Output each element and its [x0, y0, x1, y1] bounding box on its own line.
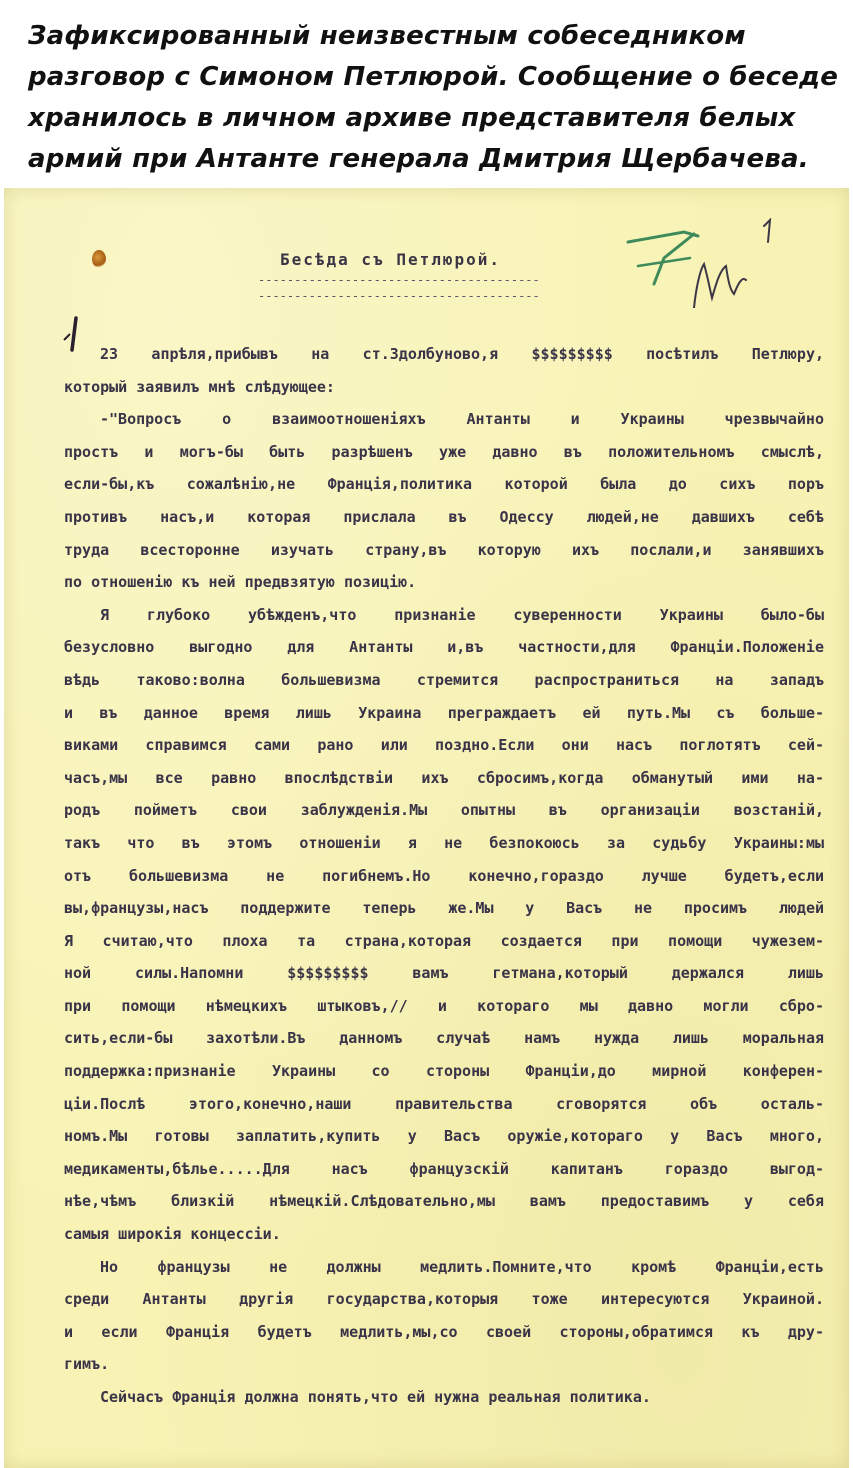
text-line: который заявилъ мнѣ слѣдующее: [64, 377, 335, 396]
text-line: цiи.Послѣ этого,конечно,наши правительства сговорятся объ осталь- [64, 1094, 824, 1113]
text-line: вы,французы,насъ поддержите теперь же.Мы у Васъ не просимъ людей [64, 899, 824, 918]
text-line: безусловно выгодно для Антанты и,въ частности,для Францiи.Положенiе [64, 638, 824, 657]
caption [28, 16, 838, 180]
text-line: самыя широкiя концессiи. [64, 1225, 281, 1244]
text-line: Сейчасъ Францiя должна понять,что ей нужна реальная политика. [100, 1388, 651, 1406]
text-line: и если Францiя будетъ медлить,мы,со своей стороны,обратимся къ дру- [64, 1322, 824, 1341]
text-line: вѣдь таково:волна большевизма стремится распространиться на западъ [64, 670, 824, 689]
text-line: при помощи нѣмецкихъ штыковъ,// и котораго мы давно могли сбро- [64, 996, 824, 1015]
text-line: 23 апрѣля,прибывъ на ст.Здолбуново,я $$$$$$$$$ посѣтилъ Петлюру, [100, 345, 824, 363]
text-line: простъ и могъ-бы быть разрѣшенъ уже давно въ положительномъ смыслѣ, [64, 442, 824, 461]
title-underline: --------------------------------------- [258, 273, 540, 287]
text-line: отъ большевизма не погибнемъ.Но конечно,гораздо лучше будетъ,если [64, 866, 824, 885]
text-line: медикаменты,бѣлье.....Для насъ французскiй капитанъ гораздо выгод- [64, 1159, 824, 1178]
text-line: противъ насъ,и которая прислала въ Одессу людей,не давшихъ себѣ [64, 507, 824, 526]
text-line: номъ.Мы готовы заплатить,купить у Васъ оружiе,котораго у Васъ много, [64, 1127, 824, 1146]
text-line: сить,если-бы захотѣли.Въ данномъ случаѣ намъ нужда лишь моральная [64, 1029, 824, 1048]
text-line: по отношенiю къ ней предвзятую позицiю. [64, 573, 417, 592]
text-line: труда всесторонне изучать страну,въ которую ихъ послали,и занявшихъ [64, 540, 824, 559]
text-line: и въ данное время лишь Украина преграждаетъ ей путь.Мы съ больше- [64, 703, 824, 722]
title-underline: --------------------------------------- [258, 289, 540, 303]
caption-line: армий при Антанте генерала Дмитрия Щербачева. [28, 144, 809, 174]
text-line: Я глубоко убѣжденъ,что признанiе суверенности Украины было-бы [100, 605, 824, 624]
caption-line: хранилось в личном архиве представителя белых [28, 103, 796, 133]
text-line: если-бы,къ сожалѣнiю,не Францiя,политика которой была до сихъ поръ [64, 475, 824, 494]
text-line: часъ,мы все равно впослѣдствiи ихъ сбросимъ,когда обманутый ими на- [64, 768, 824, 787]
text-line: поддержка:признанiе Украины со стороны Францiи,до мирной конферен- [64, 1062, 824, 1081]
document-body [64, 338, 824, 1414]
document-page [4, 188, 849, 1468]
text-line: такъ что въ этомъ отношенiи я не безпокоюсь за судьбу Украины:мы [64, 833, 824, 852]
text-line: -"Вопросъ о взаимоотношенiяхъ Антанты и Украины чрезвычайно [100, 410, 824, 429]
document-title: Бесѣда съ Петлюрой. [280, 250, 502, 269]
text-line: ной силы.Напомни $$$$$$$$$ вамъ гетмана,который держался лишь [64, 964, 824, 983]
signature-icon [624, 218, 774, 308]
caption-line: разговор с Симоном Петлюрой. Сообщение о беседе [28, 62, 839, 92]
text-line: среди Антанты другiя государства,которыя тоже интересуются Украиной. [64, 1290, 824, 1309]
text-line: родъ пойметъ свои заблужденiя.Мы опытны въ организацiи возстанiй, [64, 801, 824, 820]
text-line: нѣе,чѣмъ близкiй нѣмецкiй.Слѣдовательно,мы вамъ предоставимъ у себя [64, 1192, 824, 1211]
text-line: Но французы не должны медлить.Помните,что кромѣ Францiи,есть [100, 1257, 824, 1276]
text-line: гимъ. [64, 1355, 110, 1374]
text-line: Я считаю,что плоха та страна,которая создается при помощи чужезем- [64, 931, 824, 950]
text-line: виками справимся сами рано или поздно.Если они насъ поглотятъ сей- [64, 736, 824, 755]
stain-mark [92, 250, 106, 268]
caption-line: Зафиксированный неизвестным собеседником [28, 21, 746, 51]
